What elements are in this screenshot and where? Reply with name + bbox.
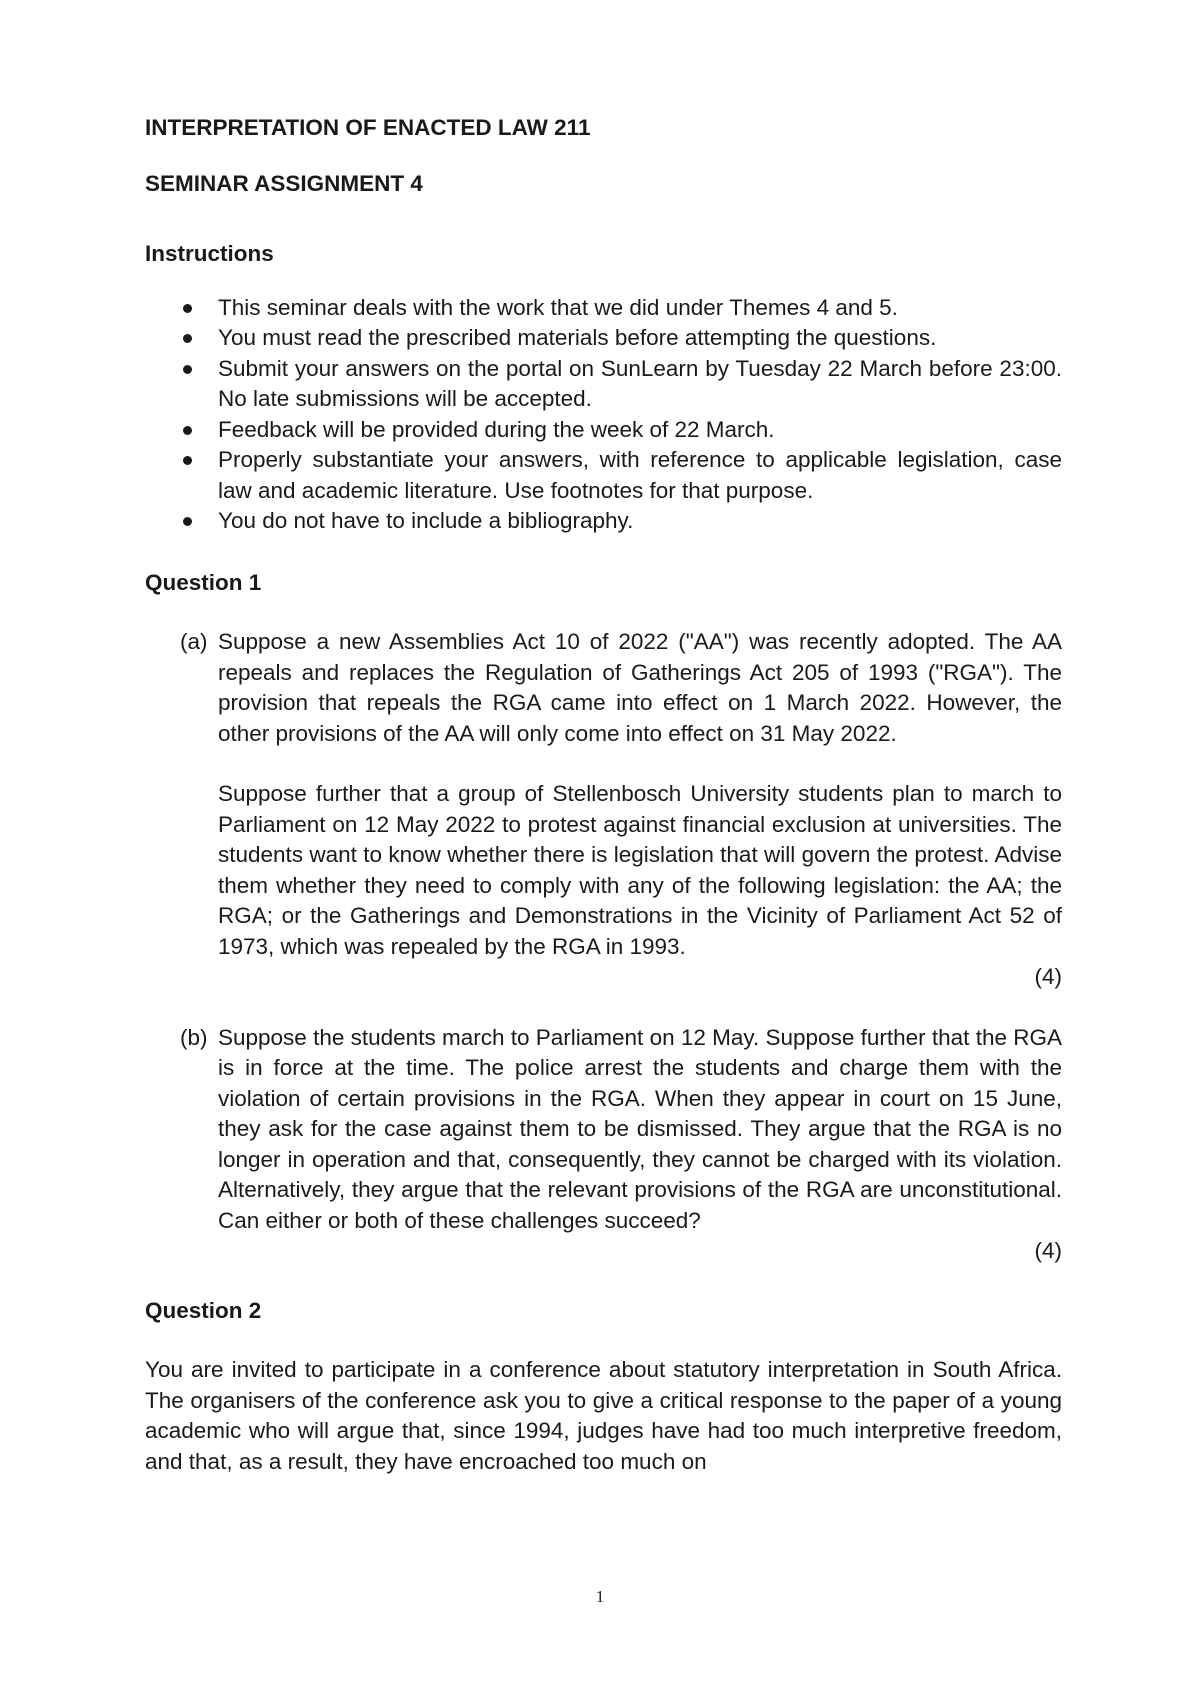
question-1b-marks: (4)	[1034, 1238, 1062, 1263]
assignment-title: SEMINAR ASSIGNMENT 4	[145, 170, 423, 196]
question-1a-marks: (4)	[1034, 964, 1062, 989]
question-1b	[145, 1023, 1062, 1237]
page-number: 1	[595, 1587, 605, 1606]
bullet-icon	[183, 426, 192, 435]
instruction-item: Submit your answers on the portal on SunLearn by Tuesday 22 March before 23:00. No late submissions will be accepted.	[145, 354, 1062, 415]
document-page	[145, 113, 1062, 1477]
instructions-list	[145, 293, 1062, 537]
bullet-icon	[183, 304, 192, 313]
instruction-item: Feedback will be provided during the week of 22 March.	[145, 415, 1062, 446]
bullet-icon	[183, 365, 192, 374]
question-1a-label: (a)	[180, 629, 208, 654]
instruction-item: You do not have to include a bibliography.	[145, 506, 1062, 537]
instruction-item: Properly substantiate your answers, with reference to applicable legislation, case law and academic literature. Use footnotes for that purpose.	[145, 445, 1062, 506]
question-2-text: You are invited to participate in a conference about statutory interpretation in South Africa. The organisers of the conference ask you to give a critical response to the paper of a young academic who will argue that, since 1994, judges have had too much interpretive freedom, and that, as a result, they have encroached too much on	[145, 1357, 1062, 1474]
document-title: INTERPRETATION OF ENACTED LAW 211	[145, 115, 591, 140]
question-1a-paragraph-1: Suppose a new Assemblies Act 10 of 2022 ("AA") was recently adopted. The AA repeals and replaces the Regulation of Gatherings Act 205 of 1993 ("RGA"). The provision that repeals the RGA came into effect on 1 March 2022. However, the other provisions of the AA will only come into effect on 31 May 2022.	[218, 629, 1062, 746]
question-1a	[145, 627, 1062, 962]
bullet-icon	[183, 334, 192, 343]
question-1-heading: Question 1	[145, 569, 262, 595]
instructions-heading: Instructions	[145, 241, 274, 266]
question-1b-label: (b)	[180, 1024, 208, 1050]
instruction-item: You must read the prescribed materials before attempting the questions.	[145, 323, 1062, 354]
question-2-heading: Question 2	[145, 1297, 262, 1323]
instruction-item: This seminar deals with the work that we did under Themes 4 and 5.	[145, 293, 1062, 324]
bullet-icon	[183, 456, 192, 465]
question-1b-paragraph-1: Suppose the students march to Parliament on 12 May. Suppose further that the RGA is in force at the time. The police arrest the students and charge them with the violation of certain provisions in the RGA. When they appear in court on 15 June, they ask for the case against them to be dismissed. They argue that the RGA is no longer in operation and that, consequently, they cannot be charged with its violation. Alternatively, they argue that the relevant provisions of the RGA are unconstitutional. Can either or both of these challenges succeed?	[218, 1024, 1062, 1233]
question-1a-paragraph-2: Suppose further that a group of Stellenbosch University students plan to march to Parliament on 12 May 2022 to protest against financial exclusion at universities. The students want to know whether there is legislation that will govern the protest. Advise them whether they need to comply with any of the following legislation: the AA; the RGA; or the Gatherings and Demonstrations in the Vicinity of Parliament Act 52 of 1973, which was repealed by the RGA in 1993.	[218, 781, 1062, 959]
bullet-icon	[183, 517, 192, 526]
